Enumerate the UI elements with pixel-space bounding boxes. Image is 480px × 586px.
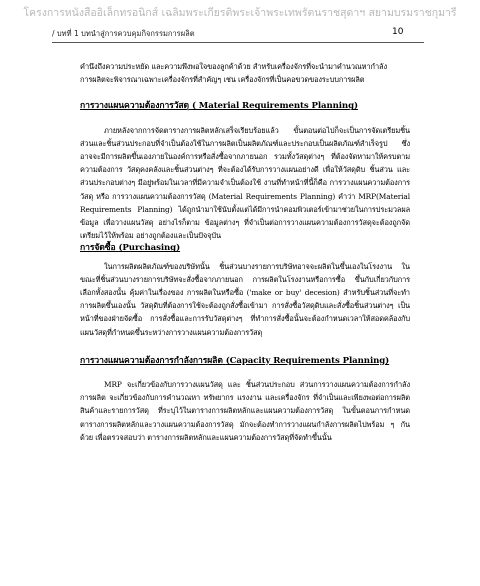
section-heading (80, 355, 410, 368)
section-heading-th: การวางแผนความต้องการกำลังการผลิต (80, 355, 223, 366)
section-heading-en: (Capacity Requirements Planning) (225, 355, 390, 366)
intro-line: คำนึงถึงความประหยัด และความพึงพอใจของลูกค้าด้วย สำหรับเครื่องจักรที่จะนำมาคำนวณหากำลัง (80, 62, 387, 71)
section-heading-en: (Purchasing) (118, 243, 181, 254)
section-heading (80, 100, 410, 113)
section-paragraph: ภายหลังจากการจัดตารางการผลิตหลักเสร็จเรียบร้อยแล้ว ขั้นตอนต่อไปก็จะเป็นการจัดเตรียมชิ้นส่วนและชิ้นส่วนประกอบที่จำเป็นต้องใช้ในการผลิตเป็นผลิตภัณฑ์และประกอบเป็นผลิตภัณฑ์สำเร็จรูป ซึ่งอาจจะมีการผลิตขึ้นเองภายในองค์การหรือสั่งซื้อจากภายนอก รวมทั้งวัสดุต่างๆ ที่ต้องจัดหามาให้ครบตามความต้องการ วัสดุคงคลังและชิ้นส่วนต่างๆ ที่จะต้องได้รับการวางแผนอย่างดี เพื่อให้วัสดุดิบ ชิ้นส่วน และส่วนประกอบต่างๆ มีอยู่พร้อมในเวลาที่มีความจำเป็นต้องใช้ งานที่ทำหน้าที่นี้ก็คือ การวางแผนความต้องการวัสดุ หรือ การวางแผนความต้องการวัสดุ (Material Requirements Planning) คำว่า MRP(Material Requirements Planning) ได้ถูกนำมาใช้นับตั้งแต่ได้มีการนำคอมพิวเตอร์เข้ามาช่วยในการประมวลผลข้อมูล เพื่อวางแผนวัสดุ อย่างไรก็ตาม ข้อมูลต่างๆ ที่จำเป็นต่อการวางแผนความต้องการวัสดุจะต้องถูกจัดเตรียมไว้ให้พร้อม อย่างถูกต้องและเป็นปัจจุบัน (80, 125, 410, 241)
section-heading-th: การวางแผนความต้องการวัสดุ (80, 101, 190, 112)
section-heading (80, 242, 410, 255)
section-paragraph: ในการผลิตผลิตภัณฑ์ของบริษัทนั้น ชิ้นส่วนบางรายการบริษัทอาจจะผลิตในขึ้นเองในโรงงาน ในขณะที่ชิ้นส่วนบางรายการบริษัทจะสั่งซื้อจากภายนอก การผลิตในโรงงานหรือการซื้อ ขึ้นกับเกี่ยวกับการเลือกทั้งสองนั้น คุ้มค่าในเรื่องของ การผลิตในหรือซื้อ ('make or buy' decesion) สำหรับชิ้นส่วนที่จะทำ การผลิตขึ้นเองนั้น วัสดุดิบที่ต้องการใช้จะต้องถูกสั่งซื้อเข้ามา การสั่งซื้อวัสดุดิบและสั่งซื้อชิ้นส่วนต่างๆ เป็นหน้าที่ของฝ่ายจัดซื้อ การสั่งซื้อและการรับวัสดุต่างๆ ที่ทำการสั่งซื้อนั้นจะต้องกำหนดเวลาให้สอดคล้องกับแผนวัสดุที่กำหนดขึ้นระหว่างการวางแผนความต้องการวัสดุ (80, 261, 410, 337)
page-number: 10 (392, 27, 404, 37)
section-heading-en: ( Material Requirements Planning) (191, 101, 358, 112)
section-heading-th: การจัดซื้อ (80, 243, 116, 254)
intro-line: การผลิตจะพิจารณาเฉพาะเครื่องจักรที่สำคัญๆ เช่น เครื่องจักรที่เป็นคอขวดของระบบการผลิต (80, 75, 365, 85)
section-paragraph: MRP จะเกี่ยวข้องกับการวางแผนวัสดุ และ ชิ้นส่วนประกอบ ส่วนการวางแผนความต้องการกำลังการผลิต จะเกี่ยวข้องกับการคำนวณหา ทรัพยากร แรงงาน และเครื่องจักร ที่จำเป็นและเพียงพอต่อการผลิตสินค้าและรายการวัสดุ ที่ระบุไว้ในตารางการผลิตหลักและแผนความต้องการวัสดุ ในขั้นตอนการกำหนดตารางการผลิตหลักและวางแผนความต้องการวัสดุ มักจะต้องทำการวางแผนกำลังการผลิตไปพร้อม ๆ กันด้วย เพื่อตรวจสอบว่า ตารางการผลิตหลักและแผนความต้องการวัสดุที่จัดทำขึ้นนั้น (80, 380, 410, 442)
watermark-title: โครงการหนังสืออิเล็กทรอนิกส์ เฉลิมพระเกียรติพระเจ้าพระเทพรัตนราชสุดาฯ สยามบรมราชกุมารี (23, 7, 457, 19)
header-rule (52, 42, 424, 43)
running-head: / บทที่ 1 บทนำสู่การควบคุมกิจกรรมการผลิต (52, 29, 195, 38)
document-body (80, 60, 410, 444)
